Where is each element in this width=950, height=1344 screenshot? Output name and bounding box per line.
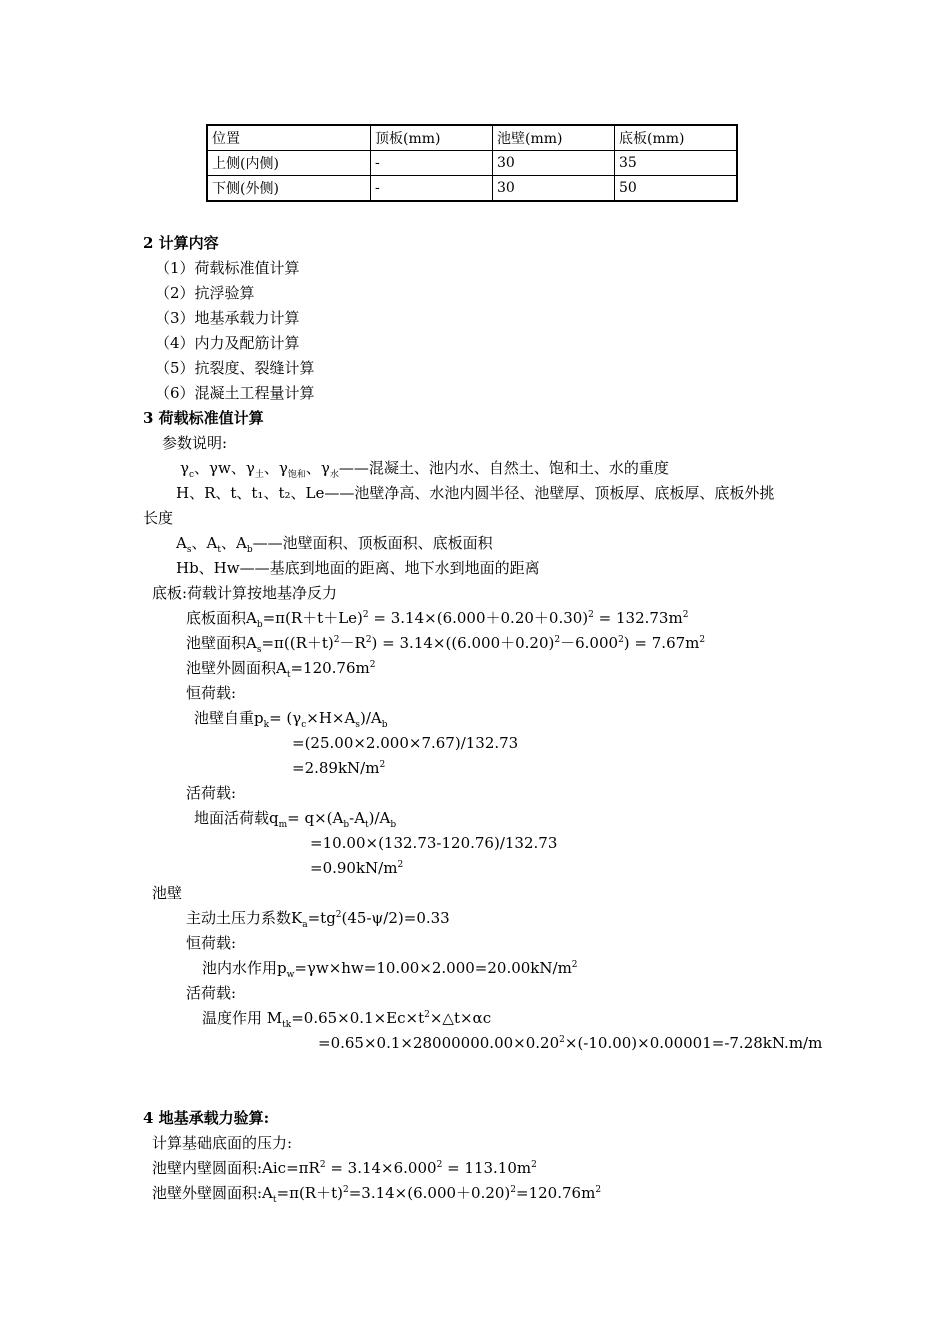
area-description: ——池壁面积、顶板面积、底板面积 bbox=[252, 534, 493, 552]
text: =π((R＋t) bbox=[261, 634, 334, 652]
text: =0.90kN/m bbox=[310, 859, 398, 877]
superscript: 2 bbox=[682, 610, 689, 620]
separator: 、 bbox=[305, 459, 321, 477]
temperature-formula bbox=[202, 1008, 491, 1028]
dead-load-label-2: 恒荷载: bbox=[186, 934, 237, 952]
section-2-title: 2 计算内容 bbox=[143, 234, 219, 252]
text: =120.76m bbox=[290, 659, 370, 677]
subscript: 水 bbox=[329, 470, 339, 480]
subscript: t bbox=[217, 545, 221, 555]
gamma-symbol: γ bbox=[320, 459, 330, 477]
bottom-area-formula bbox=[186, 608, 688, 628]
superscript: 2 bbox=[362, 610, 369, 620]
text: ×H×A bbox=[306, 709, 356, 727]
text: ×(-10.00)×0.00001=-7.28kN.m/m bbox=[564, 1034, 823, 1052]
text: =120.76m bbox=[516, 1184, 596, 1202]
wall-area-formula bbox=[186, 633, 705, 653]
text: =3.14×(6.000＋0.20) bbox=[348, 1184, 511, 1202]
text: = 3.14×6.000 bbox=[325, 1159, 437, 1177]
superscript: 2 bbox=[365, 635, 372, 645]
superscript: 2 bbox=[335, 910, 342, 920]
superscript: 2 bbox=[397, 860, 404, 870]
superscript: 2 bbox=[559, 1035, 565, 1045]
text: -A bbox=[349, 809, 366, 827]
self-weight-result bbox=[292, 758, 385, 778]
table-cell: - bbox=[371, 176, 493, 202]
ground-live-load-formula bbox=[194, 808, 396, 828]
text: －6.000 bbox=[560, 634, 619, 652]
subscript: c bbox=[301, 720, 307, 730]
live-load-label: 活荷载: bbox=[186, 784, 237, 802]
depth-definition: Hb、Hw——基底到地面的距离、地下水到地面的距离 bbox=[176, 559, 540, 577]
table-row bbox=[207, 151, 737, 176]
text: =γw×hw=10.00×2.000=20.00kN/m bbox=[294, 959, 572, 977]
text: 池壁内壁圆面积:Aic=πR bbox=[152, 1159, 320, 1177]
text: =0.65×0.1×Ec×t bbox=[291, 1009, 425, 1027]
text: =2.89kN/m bbox=[292, 759, 380, 777]
symbol: A bbox=[176, 534, 187, 552]
list-item: （5）抗裂度、裂缝计算 bbox=[155, 359, 315, 377]
subscript: m bbox=[278, 820, 288, 830]
subscript: t bbox=[365, 820, 369, 830]
separator: 、 bbox=[230, 459, 246, 477]
text: = (γ bbox=[269, 709, 302, 727]
separator: 、 bbox=[194, 459, 210, 477]
superscript: 2 bbox=[588, 610, 594, 620]
table-header-cell: 顶板(mm) bbox=[371, 125, 493, 151]
table-cell: 下侧(外侧) bbox=[207, 176, 371, 202]
text: 池壁外圆面积A bbox=[186, 659, 287, 677]
subscript: b bbox=[246, 545, 253, 555]
table-row bbox=[207, 176, 737, 202]
table-cell: 35 bbox=[615, 151, 738, 176]
superscript: 2 bbox=[618, 635, 624, 645]
superscript: 2 bbox=[699, 635, 706, 645]
table-cell: 50 bbox=[615, 176, 738, 202]
text: ) = 3.14×((6.000＋0.20) bbox=[371, 634, 555, 652]
subscript: 饱和 bbox=[287, 470, 306, 480]
ground-live-load-calc: =10.00×(132.73-120.76)/132.73 bbox=[310, 834, 558, 852]
superscript: 2 bbox=[436, 1160, 443, 1170]
area-definition bbox=[176, 533, 493, 553]
self-weight-calc: =(25.00×2.000×7.67)/132.73 bbox=[292, 734, 519, 752]
superscript: 2 bbox=[554, 635, 561, 645]
self-weight-formula bbox=[194, 708, 387, 728]
text: －R bbox=[339, 634, 366, 652]
temperature-calc bbox=[318, 1033, 822, 1053]
gamma-description: ——混凝土、池内水、自然土、饱和土、水的重度 bbox=[338, 459, 669, 477]
superscript: 2 bbox=[595, 1185, 602, 1195]
separator: 、 bbox=[191, 534, 207, 552]
wall-title: 池壁 bbox=[152, 884, 183, 902]
subscript: a bbox=[302, 920, 308, 930]
text: =π(R＋t) bbox=[276, 1184, 343, 1202]
superscript: 2 bbox=[571, 960, 578, 970]
gamma-definition bbox=[180, 458, 669, 478]
text: 池壁自重p bbox=[194, 709, 264, 727]
gamma-symbol: γ bbox=[245, 459, 255, 477]
symbol: A bbox=[206, 534, 218, 552]
subscript: c bbox=[188, 470, 195, 480]
table-header-row bbox=[207, 125, 737, 151]
live-load-label-2: 活荷载: bbox=[186, 984, 237, 1002]
superscript: 2 bbox=[342, 1185, 349, 1195]
table-header-cell: 底板(mm) bbox=[615, 125, 738, 151]
text: =0.65×0.1×28000000.00×0.20 bbox=[318, 1034, 560, 1052]
list-item: （4）内力及配筋计算 bbox=[155, 334, 300, 352]
subscript: 土 bbox=[254, 470, 264, 480]
text: (45-ψ/2)=0.33 bbox=[341, 909, 450, 927]
separator: 、 bbox=[220, 534, 236, 552]
geometry-definition-line-2: 长度 bbox=[143, 509, 174, 527]
superscript: 2 bbox=[510, 1185, 517, 1195]
list-item: （2）抗浮验算 bbox=[155, 284, 255, 302]
text: 主动土压力系数K bbox=[186, 909, 303, 927]
gamma-symbol: γ bbox=[180, 459, 189, 477]
list-item: （6）混凝土工程量计算 bbox=[155, 384, 315, 402]
cover-thickness-table bbox=[206, 124, 738, 202]
table-header-cell: 位置 bbox=[207, 125, 371, 151]
bottom-slab-title: 底板:荷载计算按地基净反力 bbox=[152, 584, 338, 602]
subscript: t bbox=[286, 670, 291, 680]
outer-area-formula bbox=[186, 658, 375, 678]
earth-pressure-coefficient bbox=[186, 908, 450, 928]
text: 温度作用 M bbox=[202, 1009, 283, 1027]
param-label: 参数说明: bbox=[162, 434, 228, 452]
table-cell: 30 bbox=[493, 151, 615, 176]
superscript: 2 bbox=[333, 635, 340, 645]
superscript: 2 bbox=[319, 1160, 326, 1170]
section-3-title: 3 荷载标准值计算 bbox=[143, 409, 264, 427]
text: = q×(A bbox=[287, 809, 344, 827]
geometry-definition-line-1: H、R、t、t₁、t₂、Le——池壁净高、水池内圆半径、池壁厚、顶板厚、底板厚、底板外挑 bbox=[176, 484, 775, 502]
text: ) = 7.67m bbox=[623, 634, 700, 652]
subscript: b bbox=[381, 720, 388, 730]
text: = 132.73m bbox=[593, 609, 683, 627]
superscript: 2 bbox=[424, 1010, 430, 1020]
superscript: 2 bbox=[531, 1160, 537, 1170]
outer-circle-area-formula bbox=[152, 1183, 601, 1203]
separator: 、 bbox=[263, 459, 279, 477]
text: = 113.10m bbox=[442, 1159, 532, 1177]
gamma-w: γw bbox=[209, 459, 231, 477]
subscript: w bbox=[286, 970, 295, 980]
subscript: s bbox=[355, 720, 360, 730]
text: ×△t×αc bbox=[429, 1009, 492, 1027]
table-cell: 30 bbox=[493, 176, 615, 202]
subscript: tk bbox=[282, 1020, 292, 1030]
gamma-symbol: γ bbox=[278, 459, 288, 477]
text: = 3.14×(6.000＋0.20＋0.30) bbox=[368, 609, 589, 627]
section-4-title: 4 地基承载力验算: bbox=[143, 1109, 270, 1127]
text: )/A bbox=[359, 709, 382, 727]
subscript: t bbox=[272, 1195, 277, 1205]
list-item: （3）地基承载力计算 bbox=[155, 309, 300, 327]
table-header-cell: 池壁(mm) bbox=[493, 125, 615, 151]
symbol: A bbox=[235, 534, 247, 552]
text: 底板面积A bbox=[186, 609, 257, 627]
text: =tg bbox=[307, 909, 336, 927]
table-cell: - bbox=[371, 151, 493, 176]
text: =π(R＋t＋Le) bbox=[262, 609, 363, 627]
subscript: s bbox=[256, 645, 262, 655]
text: 池壁外壁圆面积:A bbox=[152, 1184, 273, 1202]
text: 池壁面积A bbox=[186, 634, 257, 652]
text: 池内水作用p bbox=[202, 959, 287, 977]
subscript: b bbox=[256, 620, 263, 630]
superscript: 2 bbox=[369, 660, 376, 670]
text: )/A bbox=[368, 809, 391, 827]
superscript: 2 bbox=[379, 760, 386, 770]
subscript: b bbox=[390, 820, 397, 830]
water-pressure-formula bbox=[202, 958, 578, 978]
base-pressure-label: 计算基础底面的压力: bbox=[152, 1134, 293, 1152]
ground-live-load-result bbox=[310, 858, 403, 878]
list-item: （1）荷载标准值计算 bbox=[155, 259, 300, 277]
subscript: s bbox=[186, 545, 192, 555]
subscript: b bbox=[343, 820, 350, 830]
subscript: k bbox=[263, 720, 270, 730]
inner-circle-area-formula bbox=[152, 1158, 537, 1178]
table-cell: 上侧(内侧) bbox=[207, 151, 371, 176]
text: 地面活荷载q bbox=[194, 809, 279, 827]
dead-load-label: 恒荷载: bbox=[186, 684, 237, 702]
